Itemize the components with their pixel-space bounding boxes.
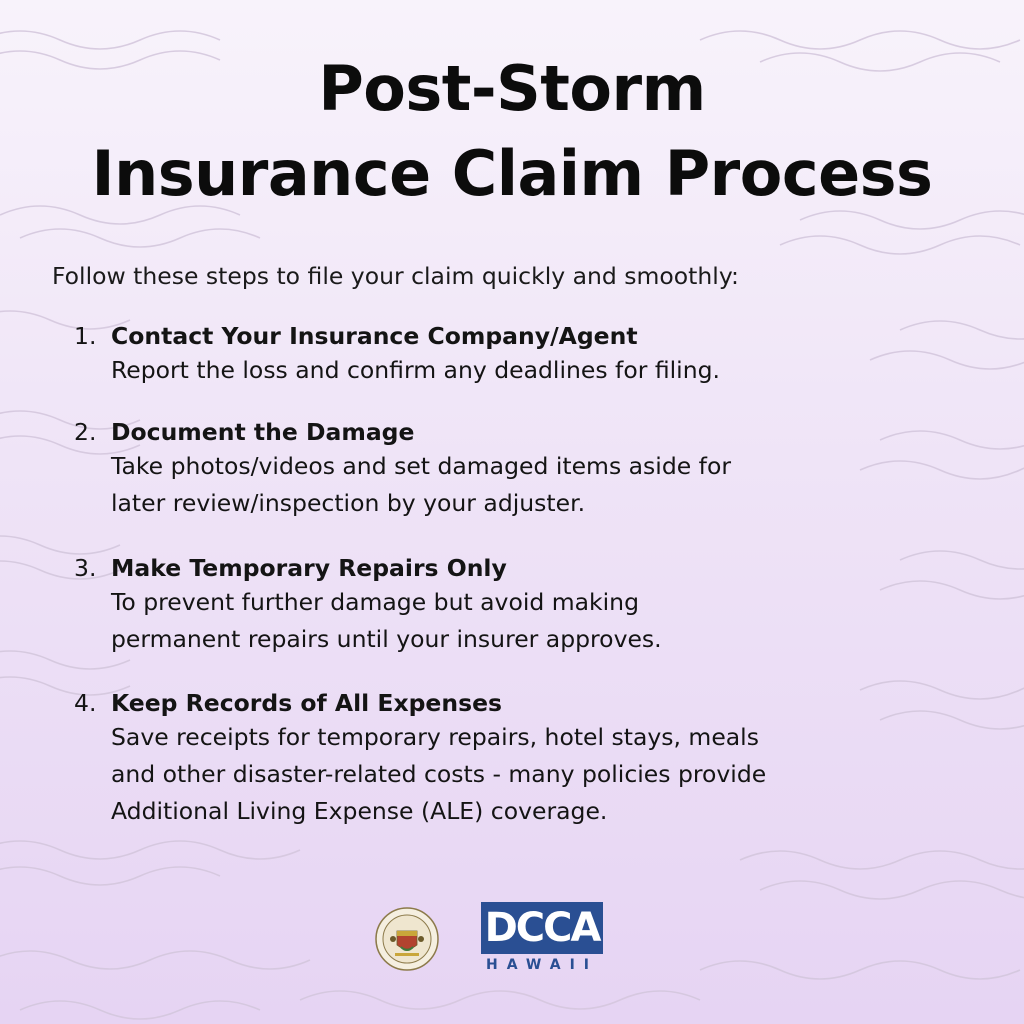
- step-body: To prevent further damage but avoid making permanent repairs until your insurer approves.: [111, 588, 662, 653]
- step-number: 3.: [74, 554, 97, 582]
- step-body: Save receipts for temporary repairs, hotel stays, meals and other disaster-related costs - many policies provide Additional Living Expense (ALE) coverage.: [111, 723, 767, 825]
- intro-text: Follow these steps to file your claim quickly and smoothly:: [52, 262, 739, 290]
- dcca-logo-mark: DCCA: [484, 905, 600, 951]
- step-body: Report the loss and confirm any deadlines for filing.: [111, 356, 720, 384]
- state-of-hawaii-seal-logo: [375, 907, 439, 971]
- step-body: Take photos/videos and set damaged items aside for later review/inspection by your adjuster.: [111, 452, 731, 517]
- step-heading: Contact Your Insurance Company/Agent: [111, 322, 638, 350]
- page-title-line-1: Post-Storm: [318, 52, 706, 125]
- step-number: 4.: [74, 689, 97, 717]
- step-number: 1.: [74, 322, 97, 350]
- step-heading: Keep Records of All Expenses: [111, 689, 503, 717]
- page-title-line-2: Insurance Claim Process: [91, 137, 933, 210]
- step-number: 2.: [74, 418, 97, 446]
- step-heading: Document the Damage: [111, 418, 415, 446]
- dcca-logo-subtitle: HAWAII: [486, 957, 598, 973]
- step-heading: Make Temporary Repairs Only: [111, 554, 507, 582]
